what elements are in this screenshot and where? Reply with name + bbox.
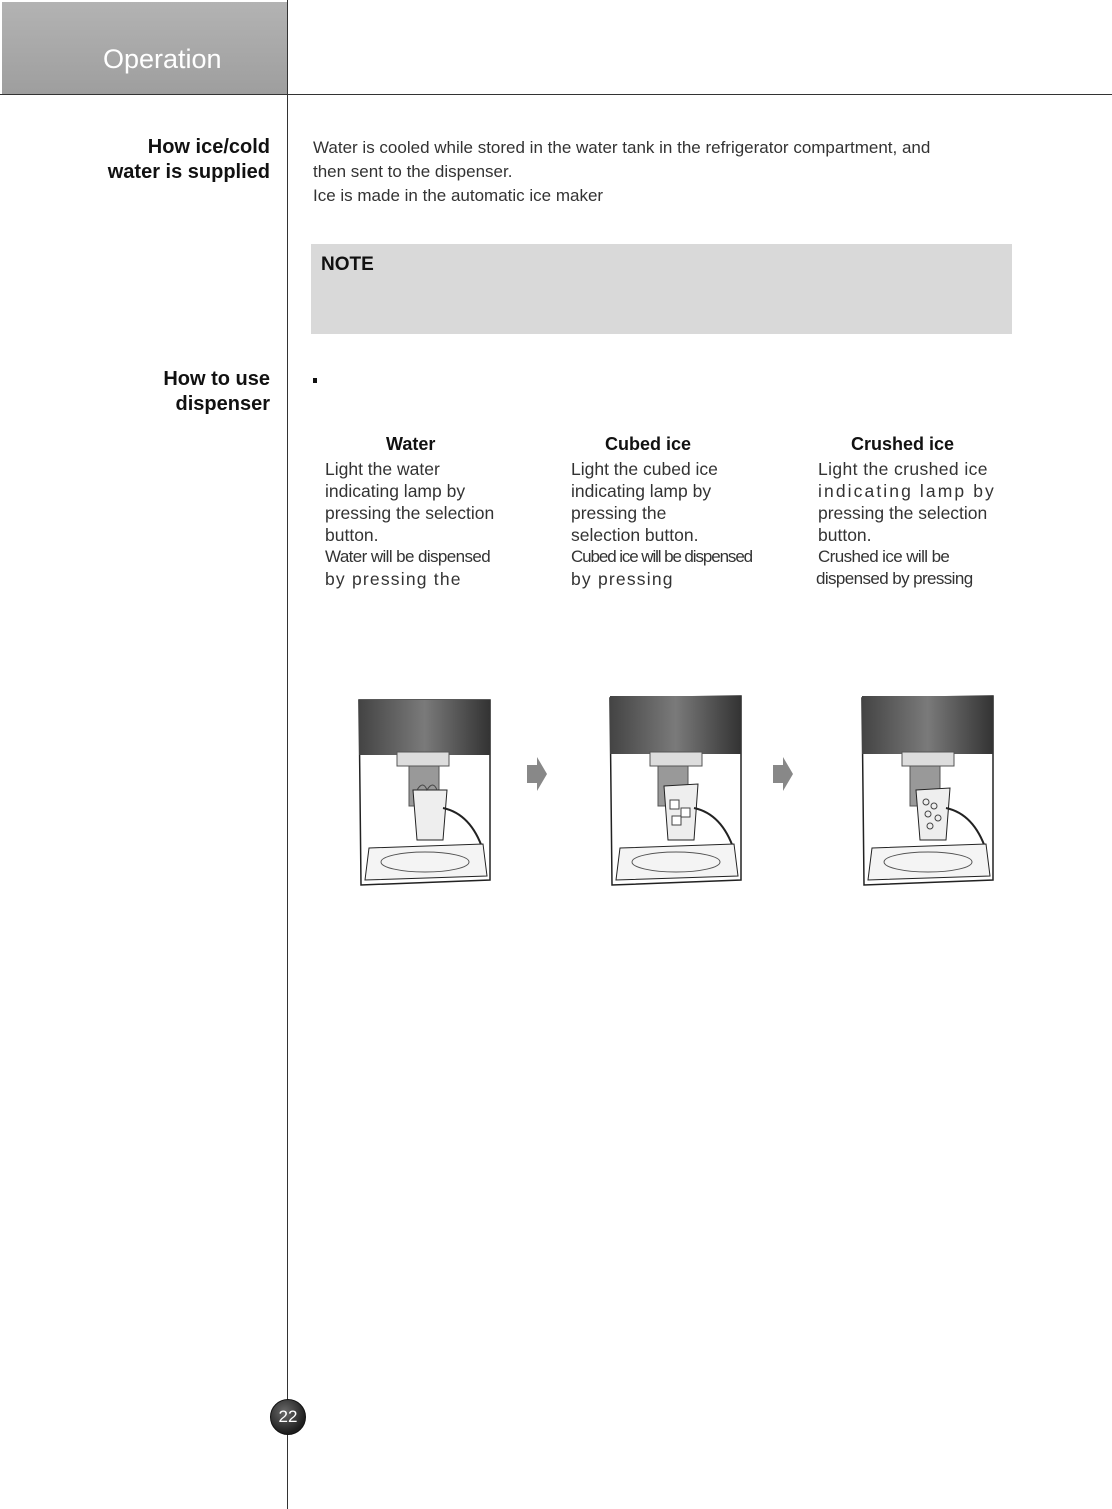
page-number: 22 [278, 1407, 298, 1426]
dispenser-water-icon [355, 690, 495, 890]
note-label: NOTE [321, 254, 374, 275]
page-number-badge [270, 1399, 306, 1435]
column-line: pressing the [571, 503, 667, 523]
column-line: Light the cubed ice [571, 459, 718, 479]
column-line: pressing the selection [325, 503, 495, 523]
column-body [325, 458, 525, 590]
column-crushed-ice [818, 432, 1018, 590]
column-line: indicating lamp by [818, 481, 996, 501]
column-line: dispensed by pressing [816, 569, 973, 588]
page-section-title: Operation [103, 44, 222, 74]
dispenser-cubed-ice-icon [606, 690, 746, 890]
intro-line: then sent to the dispenser. [313, 162, 513, 181]
column-line: pressing the selection [818, 503, 988, 523]
dispenser-crushed-ice-icon [858, 690, 998, 890]
heading-line: water is supplied [107, 161, 270, 183]
column-title: Crushed ice [851, 434, 955, 454]
note-box [311, 244, 1012, 334]
column-line: Light the crushed ice [818, 459, 988, 479]
margin-rule [287, 0, 288, 1509]
header-rule [0, 94, 1112, 95]
arrow-right-icon [526, 757, 548, 791]
column-line: Light the water [325, 459, 440, 479]
intro-paragraph [313, 136, 1013, 208]
column-line: button. [818, 525, 872, 545]
section-heading-supply [30, 135, 270, 185]
column-body [818, 458, 1018, 590]
bullet-icon [313, 378, 317, 383]
column-line: Crushed ice will be [818, 547, 950, 566]
arrow-right-icon [772, 757, 794, 791]
column-line: by pressing the [325, 569, 462, 589]
column-line: Cubed ice will be dispensed [571, 547, 753, 566]
column-line: by pressing [571, 569, 674, 589]
column-body [571, 458, 771, 590]
heading-line: How ice/cold [147, 136, 270, 158]
column-line: indicating lamp by [571, 481, 712, 501]
intro-line: Ice is made in the automatic ice maker [313, 186, 604, 205]
column-line: selection button. [571, 525, 699, 545]
header-tab [2, 2, 287, 95]
intro-line: Water is cooled while stored in the water tank in the refrigerator compartment, and [313, 138, 931, 157]
column-line: indicating lamp by [325, 481, 466, 501]
column-cubed-ice [571, 432, 771, 590]
column-line: Water will be dispensed [325, 547, 491, 566]
column-line: button. [325, 525, 379, 545]
heading-line: dispenser [175, 393, 270, 415]
heading-line: How to use [163, 368, 270, 390]
column-title: Water [386, 434, 436, 454]
column-title: Cubed ice [605, 434, 692, 454]
section-heading-dispenser [30, 367, 270, 417]
column-water [325, 432, 525, 590]
